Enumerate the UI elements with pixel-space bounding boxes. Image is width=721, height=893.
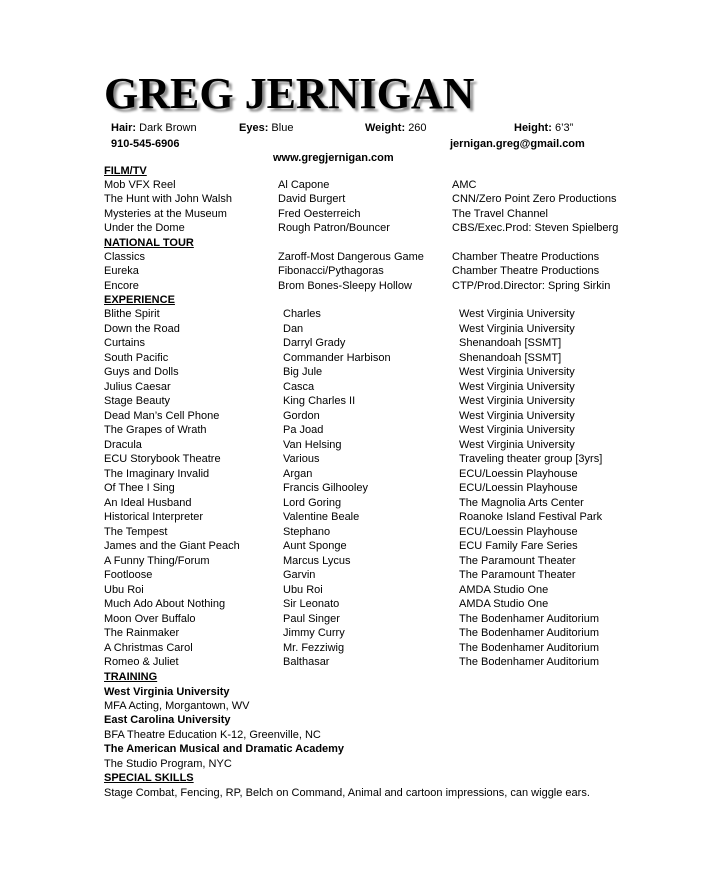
height-label: Height: — [514, 122, 552, 134]
credit-row — [0, 481, 721, 495]
credit-title: Dead Man’s Cell Phone — [104, 409, 220, 422]
credit-row — [0, 612, 721, 626]
credit-role: King Charles II — [283, 395, 356, 407]
credit-row — [0, 264, 721, 278]
credit-role: Mr. Fezziwig — [283, 641, 345, 654]
credit-role: Marcus Lycus — [283, 554, 351, 567]
credit-title: Encore — [104, 279, 139, 292]
weight-label: Weight: — [365, 122, 406, 134]
credit-role: Stephano — [283, 525, 331, 538]
credit-row — [0, 467, 721, 481]
credit-row — [0, 307, 721, 321]
training-school: The American Musical and Dramatic Academy — [104, 743, 345, 755]
credit-role: Various — [283, 453, 320, 465]
credit-row — [0, 438, 721, 452]
credit-title: The Imaginary Invalid — [104, 467, 210, 480]
credit-row — [0, 221, 721, 235]
credit-title: The Rainmaker — [104, 627, 180, 639]
credit-title: Guys and Dolls — [104, 366, 179, 378]
credit-venue: West Virginia University — [459, 438, 575, 451]
training-detail: BFA Theatre Education K-12, Greenville, NC — [104, 729, 321, 741]
credit-role: Pa Joad — [283, 424, 324, 436]
credit-role: Aunt Sponge — [283, 540, 347, 552]
credit-venue: Traveling theater group [3yrs] — [459, 453, 603, 465]
experience-heading: EXPERIENCE — [104, 294, 175, 306]
credit-title: The Hunt with John Walsh — [104, 193, 232, 206]
credit-venue: The Paramount Theater — [459, 554, 576, 567]
weight-value: 260 — [408, 122, 427, 134]
credit-title: ECU Storybook Theatre — [104, 453, 221, 465]
credit-venue: Shenandoah [SSMT] — [459, 337, 562, 349]
credit-row — [0, 207, 721, 221]
height-value: 6’3” — [554, 122, 574, 134]
credit-role: Paul Singer — [283, 612, 340, 625]
credit-row — [0, 423, 721, 437]
film-tv-heading: FILM/TV — [104, 165, 147, 177]
credit-venue: ECU Family Fare Series — [459, 540, 578, 552]
credit-row — [0, 597, 721, 611]
credit-row — [0, 452, 721, 466]
credit-role: Zaroff-Most Dangerous Game — [278, 251, 424, 263]
credit-venue: CNN/Zero Point Zero Productions — [452, 193, 617, 206]
credit-row — [0, 322, 721, 336]
eyes-value: Blue — [271, 122, 294, 134]
actor-name: GREG JERNIGAN — [104, 69, 475, 118]
credit-role: Valentine Beale — [283, 511, 360, 523]
eyes-label: Eyes: — [239, 122, 269, 134]
credit-role: Gordon — [283, 409, 320, 422]
credit-role: Casca — [283, 380, 315, 393]
credit-venue: The Bodenhamer Auditorium — [459, 641, 600, 654]
credit-venue: AMC — [452, 179, 477, 191]
credit-title: Eureka — [104, 265, 139, 278]
credit-venue: Roanoke Island Festival Park — [459, 511, 603, 523]
credit-row — [0, 539, 721, 553]
credit-venue: CTP/Prod.Director: Spring Sirkin — [452, 279, 611, 292]
credit-title: Julius Caesar — [104, 380, 171, 393]
credit-title: Historical Interpreter — [104, 511, 204, 523]
credit-venue: West Virginia University — [459, 409, 575, 422]
credit-row — [0, 568, 721, 582]
training-detail: MFA Acting, Morgantown, WV — [104, 700, 250, 712]
credit-role: Darryl Grady — [283, 337, 346, 349]
credit-row — [0, 365, 721, 379]
training-heading: TRAINING — [104, 671, 158, 683]
credit-row — [0, 178, 721, 192]
credit-venue: ECU/Loessin Playhouse — [459, 467, 578, 480]
credit-title: Mob VFX Reel — [104, 179, 176, 191]
credit-role: David Burgert — [278, 193, 346, 206]
credit-venue: AMDA Studio One — [459, 583, 549, 596]
phone-number: 910-545-6906 — [111, 138, 180, 150]
credit-venue: West Virginia University — [459, 366, 575, 378]
credit-role: Francis Gilhooley — [283, 482, 368, 494]
credit-row — [0, 626, 721, 640]
credit-venue: ECU/Loessin Playhouse — [459, 525, 578, 538]
credit-title: A Funny Thing/Forum — [104, 554, 210, 567]
credit-venue: West Virginia University — [459, 308, 575, 320]
credit-row — [0, 510, 721, 524]
credit-venue: AMDA Studio One — [459, 598, 549, 610]
credit-venue: The Bodenhamer Auditorium — [459, 627, 600, 639]
credit-title: Curtains — [104, 337, 145, 349]
credit-title: James and the Giant Peach — [104, 540, 240, 552]
credit-title: Ubu Roi — [104, 583, 144, 596]
credit-title: Stage Beauty — [104, 395, 171, 407]
credit-venue: Chamber Theatre Productions — [452, 251, 600, 263]
credit-venue: ECU/Loessin Playhouse — [459, 482, 578, 494]
credit-venue: Chamber Theatre Productions — [452, 265, 600, 278]
training-detail: The Studio Program, NYC — [104, 758, 232, 770]
credit-role: Sir Leonato — [283, 598, 340, 610]
credit-role: Lord Goring — [283, 496, 342, 509]
training-school: West Virginia University — [104, 686, 230, 698]
credit-title: Classics — [104, 251, 145, 263]
hair-value: Dark Brown — [139, 122, 197, 134]
credit-title: Dracula — [104, 438, 142, 451]
credit-role: Rough Patron/Bouncer — [278, 222, 390, 235]
credit-venue: CBS/Exec.Prod: Steven Spielberg — [452, 222, 619, 235]
credit-venue: The Magnolia Arts Center — [459, 496, 584, 509]
credit-role: Van Helsing — [283, 438, 342, 451]
credit-role: Jimmy Curry — [283, 627, 345, 639]
credit-venue: West Virginia University — [459, 380, 575, 393]
credit-row — [0, 655, 721, 669]
credit-role: Fred Oesterreich — [278, 207, 361, 220]
credit-title: Of Thee I Sing — [104, 482, 175, 494]
credit-role: Ubu Roi — [283, 583, 323, 596]
credit-title: Romeo & Juliet — [104, 656, 179, 668]
credit-title: The Grapes of Wrath — [104, 424, 207, 436]
credit-row — [0, 554, 721, 568]
credit-row — [0, 525, 721, 539]
credit-row — [0, 641, 721, 655]
credit-row — [0, 409, 721, 423]
credit-venue: The Bodenhamer Auditorium — [459, 656, 600, 668]
credit-title: Mysteries at the Museum — [104, 207, 227, 220]
credit-title: The Tempest — [104, 525, 168, 538]
credit-row — [0, 336, 721, 350]
credit-venue: West Virginia University — [459, 322, 575, 335]
website: www.gregjernigan.com — [273, 152, 394, 164]
credit-role: Brom Bones-Sleepy Hollow — [278, 279, 412, 292]
credit-role: Al Capone — [278, 179, 330, 191]
national-tour-heading: NATIONAL TOUR — [104, 237, 194, 249]
credit-title: A Christmas Carol — [104, 641, 193, 654]
credit-title: Under the Dome — [104, 222, 185, 235]
credit-venue: The Paramount Theater — [459, 569, 576, 581]
credit-role: Big Jule — [283, 366, 323, 378]
credit-row — [0, 250, 721, 264]
hair-stat — [111, 121, 197, 135]
credit-title: Footloose — [104, 569, 153, 581]
credit-role: Commander Harbison — [283, 351, 391, 364]
training-school: East Carolina University — [104, 714, 231, 726]
credit-role: Argan — [283, 467, 313, 480]
credit-title: South Pacific — [104, 351, 169, 364]
weight-stat — [365, 121, 427, 135]
credit-title: Down the Road — [104, 322, 180, 335]
credit-row — [0, 192, 721, 206]
hair-label: Hair: — [111, 122, 137, 134]
credit-row — [0, 380, 721, 394]
credit-venue: The Bodenhamer Auditorium — [459, 612, 600, 625]
credit-row — [0, 279, 721, 293]
credit-venue: West Virginia University — [459, 395, 575, 407]
credit-venue: Shenandoah [SSMT] — [459, 351, 562, 364]
email-address: jernigan.greg@gmail.com — [450, 138, 585, 150]
credit-title: Blithe Spirit — [104, 308, 160, 320]
credit-row — [0, 351, 721, 365]
credit-title: Moon Over Buffalo — [104, 612, 196, 625]
credit-role: Dan — [283, 322, 304, 335]
eyes-stat — [239, 121, 293, 135]
height-stat — [514, 121, 573, 135]
credit-role: Charles — [283, 308, 321, 320]
credit-title: An Ideal Husband — [104, 496, 192, 509]
credit-role: Fibonacci/Pythagoras — [278, 265, 384, 278]
special-skills-heading: SPECIAL SKILLS — [104, 772, 194, 784]
credit-role: Balthasar — [283, 656, 330, 668]
special-skills-text: Stage Combat, Fencing, RP, Belch on Command, Animal and cartoon impressions, can wiggle ears. — [104, 787, 590, 799]
credit-row — [0, 394, 721, 408]
credit-title: Much Ado About Nothing — [104, 598, 226, 610]
credit-role: Garvin — [283, 569, 316, 581]
credit-row — [0, 583, 721, 597]
credit-venue: West Virginia University — [459, 424, 575, 436]
credit-venue: The Travel Channel — [452, 207, 548, 220]
credit-row — [0, 496, 721, 510]
